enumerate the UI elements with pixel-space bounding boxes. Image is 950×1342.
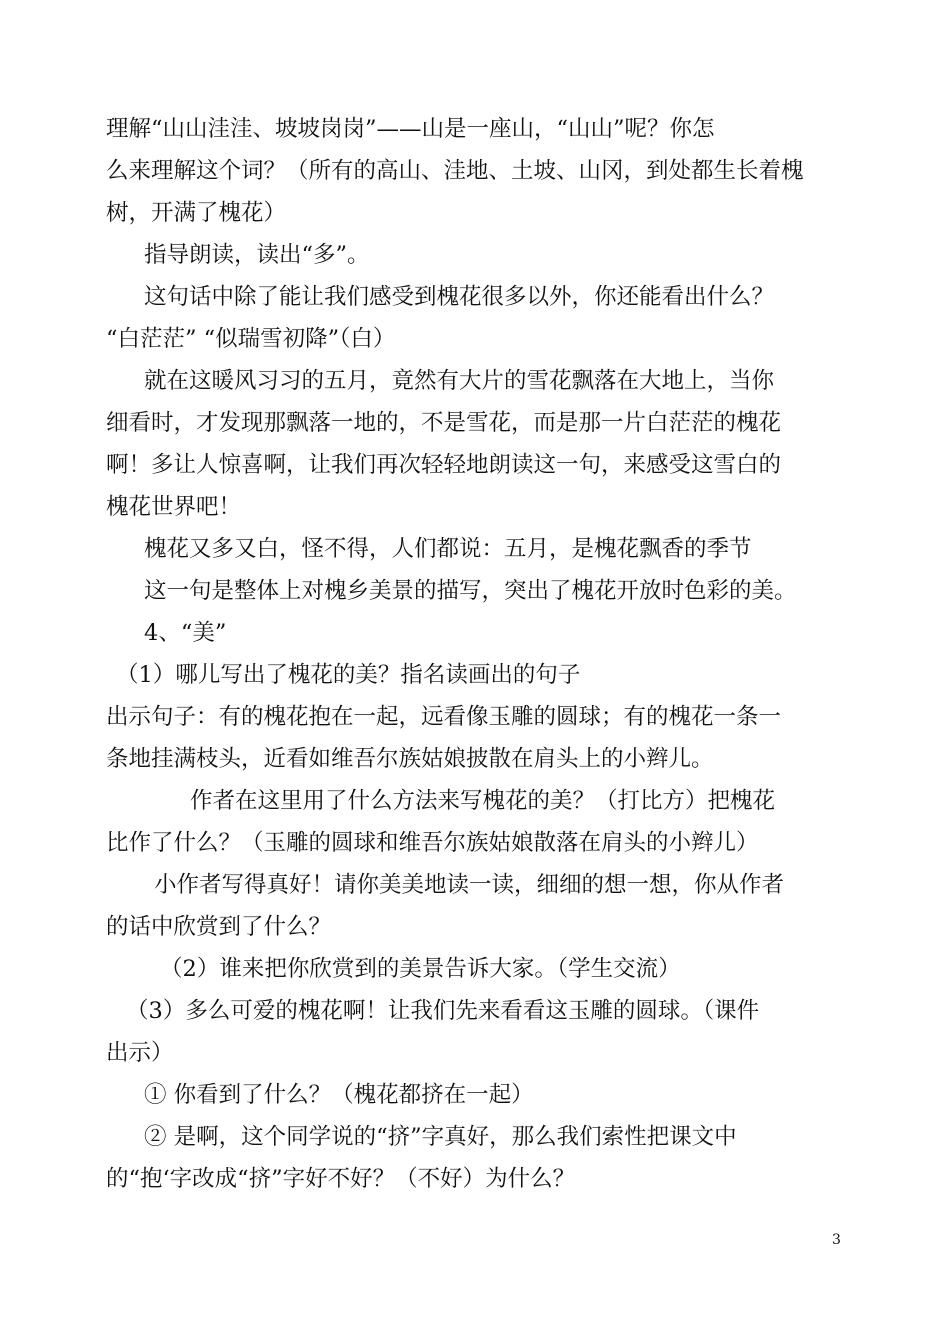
text-line: 树，开满了槐花）: [106, 200, 287, 226]
text-line: （1）哪儿写出了槐花的美？指名读画出的句子: [116, 662, 581, 688]
page-number: 3: [832, 1232, 841, 1248]
text-line: 指导朗读，读出“多”。: [144, 242, 370, 268]
text-line: 啊！多让人惊喜啊，让我们再次轻轻地朗读这一句，来感受这雪白的: [106, 452, 782, 478]
text-line: 么来理解这个词？（所有的高山、洼地、土坡、山冈，到处都生长着槐: [106, 158, 804, 184]
text-line: ② 是啊，这个同学说的“挤”字真好，那么我们索性把课文中: [144, 1124, 737, 1150]
text-line: 的“抱‘字改成“挤”字好不好？（不好）为什么？: [106, 1166, 576, 1192]
text-line: 小作者写得真好！请你美美地读一读，细细的想一想，你从作者: [154, 872, 785, 898]
text-line: 理解“山山洼洼、坡坡岗岗”——山是一座山，“山山”呢？你怎: [106, 116, 715, 142]
text-line: 槐花又多又白，怪不得，人们都说：五月，是槐花飘香的季节: [144, 536, 752, 562]
text-line: 这一句是整体上对槐乡美景的描写，突出了槐花开放时色彩的美。: [144, 578, 797, 604]
text-line: （2）谁来把你欣赏到的美景告诉大家。（学生交流）: [160, 956, 681, 982]
text-line: 出示）: [106, 1040, 174, 1066]
text-line: ① 你看到了什么？（槐花都挤在一起）: [144, 1082, 534, 1108]
section-heading: 4、“美”: [144, 620, 227, 646]
text-line: 出示句子：有的槐花抱在一起，远看像玉雕的圆球；有的槐花一条一: [106, 704, 782, 730]
text-line: 作者在这里用了什么方法来写槐花的美？（打比方）把槐花: [190, 788, 776, 814]
text-line: 比作了什么？（玉雕的圆球和维吾尔族姑娘散落在肩头的小辫儿）: [106, 830, 759, 856]
text-line: 条地挂满枝头，近看如维吾尔族姑娘披散在肩头上的小辫儿。: [106, 746, 714, 772]
text-line: 这句话中除了能让我们感受到槐花很多以外，你还能看出什么？: [144, 284, 775, 310]
text-line: 槐花世界吧！: [106, 494, 242, 520]
text-line: “白茫茫” “似瑞雪初降”（白）: [106, 326, 396, 352]
text-line: （3）多么可爱的槐花啊！让我们先来看看这玉雕的圆球。（课件: [126, 998, 760, 1024]
text-line: 细看时，才发现那飘落一地的，不是雪花，而是那一片白茫茫的槐花: [106, 410, 782, 436]
text-line: 就在这暖风习习的五月，竟然有大片的雪花飘落在大地上，当你: [144, 368, 775, 394]
text-line: 的话中欣赏到了什么？: [106, 914, 332, 940]
